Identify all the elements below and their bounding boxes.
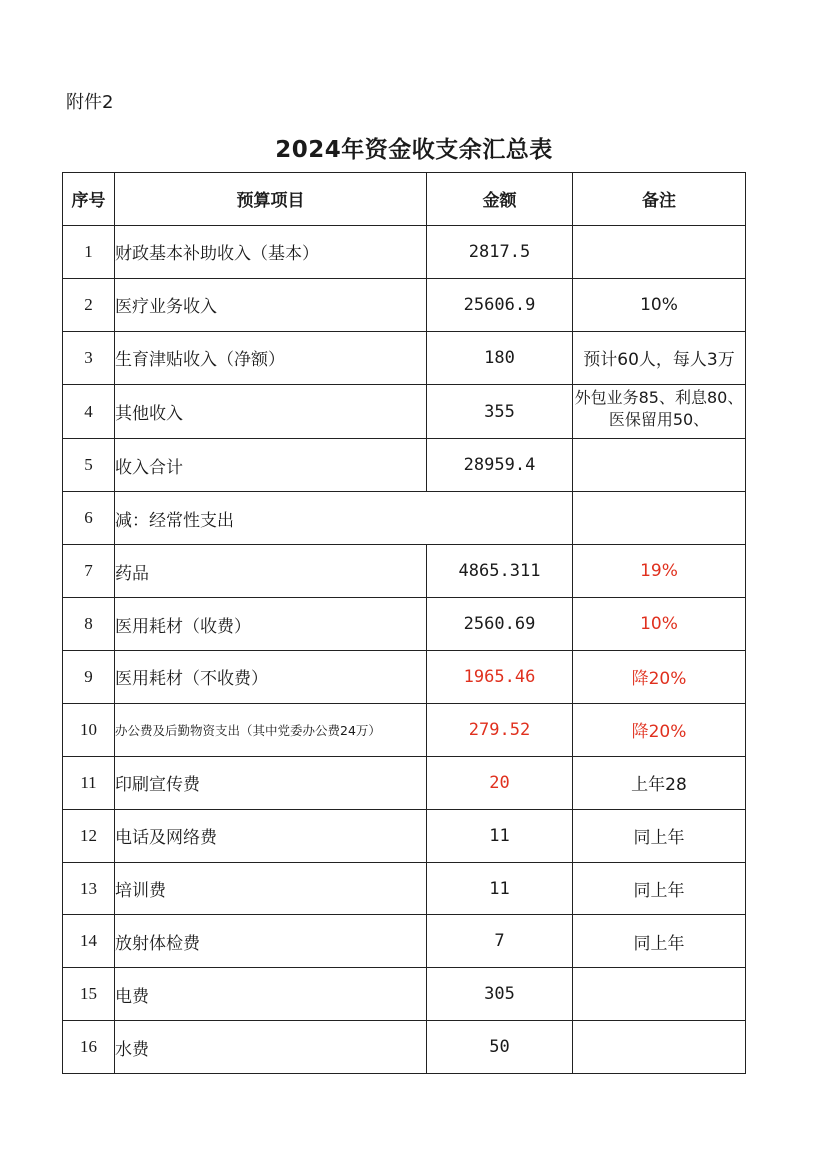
table-row [63, 439, 746, 492]
note [573, 492, 746, 545]
table-row [63, 384, 746, 439]
note [573, 225, 746, 278]
note: 同上年 [573, 915, 746, 968]
table-row [63, 1021, 746, 1074]
amount: 2817.5 [427, 225, 573, 278]
note: 降20% [573, 651, 746, 704]
row-number: 13 [63, 862, 115, 915]
column-header-note: 备注 [573, 173, 746, 226]
budget-summary-table [62, 172, 746, 1074]
budget-item: 医用耗材（不收费） [115, 651, 427, 704]
note: 同上年 [573, 809, 746, 862]
table-row [63, 225, 746, 278]
row-number: 12 [63, 809, 115, 862]
budget-item: 药品 [115, 545, 427, 598]
table-row [63, 756, 746, 809]
row-number: 14 [63, 915, 115, 968]
amount: 11 [427, 809, 573, 862]
table-row [63, 278, 746, 331]
column-header-amount: 金额 [427, 173, 573, 226]
budget-item: 财政基本补助收入（基本） [115, 225, 427, 278]
budget-item: 医疗业务收入 [115, 278, 427, 331]
note [573, 1021, 746, 1074]
amount: 28959.4 [427, 439, 573, 492]
table-row [63, 545, 746, 598]
row-number: 15 [63, 968, 115, 1021]
budget-item: 办公费及后勤物资支出（其中党委办公费24万） [115, 703, 427, 756]
row-number: 7 [63, 545, 115, 598]
amount: 1965.46 [427, 651, 573, 704]
budget-item: 生育津贴收入（净额） [115, 331, 427, 384]
page-title: 2024年资金收支余汇总表 [275, 137, 553, 163]
note: 预计60人，每人3万 [573, 331, 746, 384]
note: 10% [573, 278, 746, 331]
table-row [63, 492, 746, 545]
table-row [63, 915, 746, 968]
table-row [63, 968, 746, 1021]
row-number: 10 [63, 703, 115, 756]
amount: 20 [427, 756, 573, 809]
budget-item: 其他收入 [115, 384, 427, 439]
row-number: 2 [63, 278, 115, 331]
amount: 2560.69 [427, 598, 573, 651]
budget-item: 收入合计 [115, 439, 427, 492]
budget-item: 水费 [115, 1021, 427, 1074]
table-header-row [63, 173, 746, 226]
amount: 11 [427, 862, 573, 915]
column-header-no: 序号 [63, 173, 115, 226]
row-number: 4 [63, 384, 115, 439]
row-number: 1 [63, 225, 115, 278]
budget-item: 印刷宣传费 [115, 756, 427, 809]
budget-item: 医用耗材（收费） [115, 598, 427, 651]
note-text: 外包业务85、利息80、医保留用50、 [574, 387, 744, 429]
table-row [63, 809, 746, 862]
budget-item: 培训费 [115, 862, 427, 915]
column-header-item: 预算项目 [115, 173, 427, 226]
row-number: 8 [63, 598, 115, 651]
note: 降20% [573, 703, 746, 756]
amount: 180 [427, 331, 573, 384]
table-row [63, 331, 746, 384]
amount: 279.52 [427, 703, 573, 756]
note: 同上年 [573, 862, 746, 915]
table-row [63, 862, 746, 915]
note [573, 968, 746, 1021]
amount: 4865.311 [427, 545, 573, 598]
row-number: 5 [63, 439, 115, 492]
row-number: 3 [63, 331, 115, 384]
row-number: 9 [63, 651, 115, 704]
note [573, 384, 746, 439]
row-number: 16 [63, 1021, 115, 1074]
note: 19% [573, 545, 746, 598]
table-row [63, 703, 746, 756]
budget-item: 电费 [115, 968, 427, 1021]
note: 10% [573, 598, 746, 651]
note [573, 439, 746, 492]
amount: 50 [427, 1021, 573, 1074]
table-row [63, 598, 746, 651]
budget-item: 电话及网络费 [115, 809, 427, 862]
budget-item: 放射体检费 [115, 915, 427, 968]
note: 上年28 [573, 756, 746, 809]
amount: 25606.9 [427, 278, 573, 331]
amount: 355 [427, 384, 573, 439]
amount: 7 [427, 915, 573, 968]
row-number: 6 [63, 492, 115, 545]
table-row [63, 651, 746, 704]
row-number: 11 [63, 756, 115, 809]
budget-item: 减：经常性支出 [115, 492, 573, 545]
attachment-label: 附件2 [66, 92, 114, 113]
amount: 305 [427, 968, 573, 1021]
